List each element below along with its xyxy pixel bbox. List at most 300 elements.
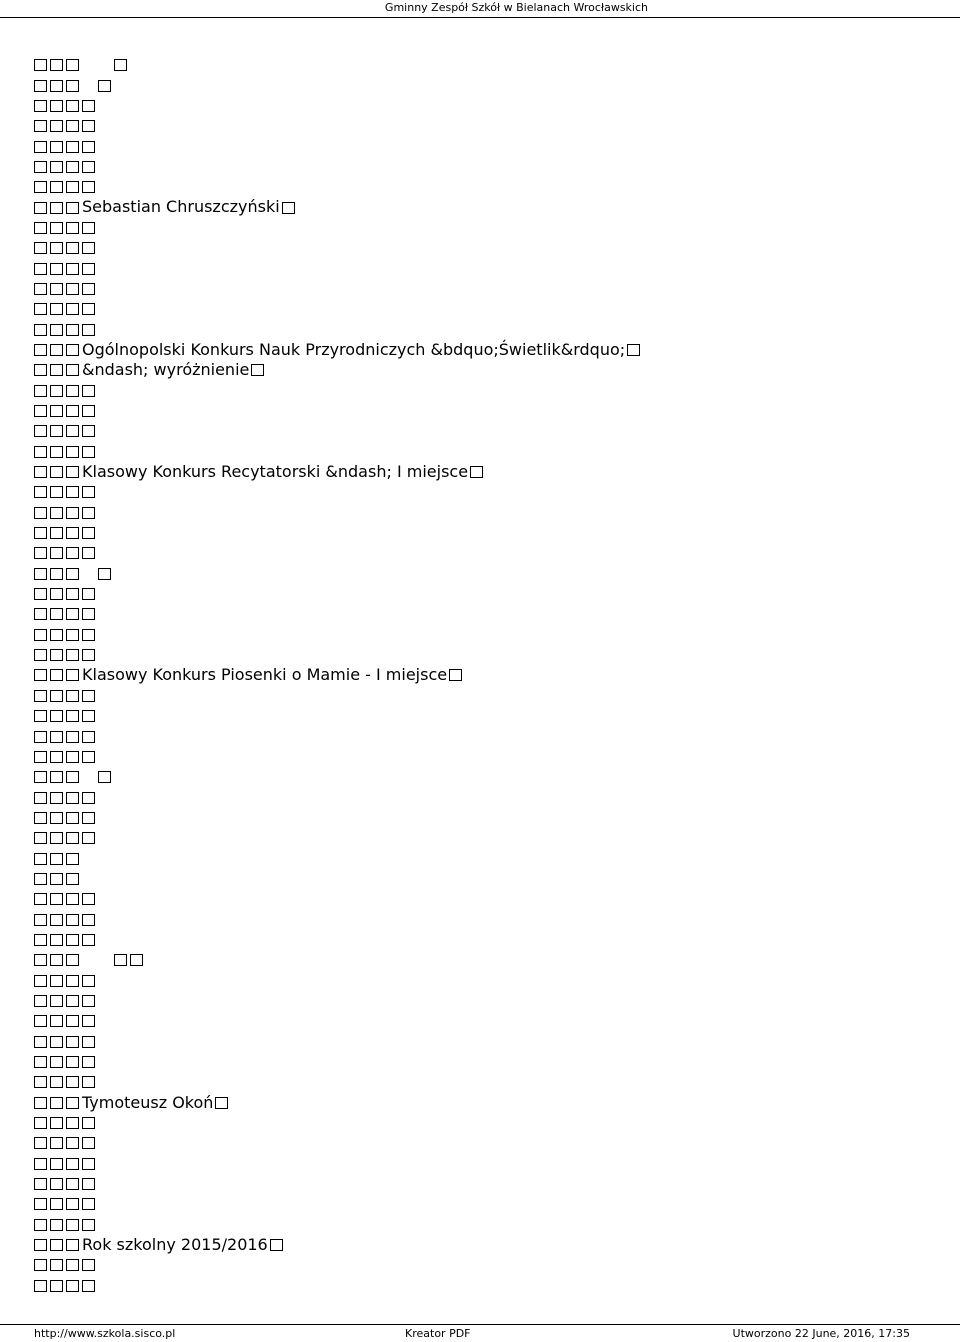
missing-glyph-icon [82, 527, 95, 539]
missing-glyph-icon [34, 425, 47, 437]
missing-glyph-icon [34, 120, 47, 132]
missing-glyph-icon [82, 1219, 95, 1231]
missing-glyph-icon [66, 751, 79, 763]
missing-glyph-icon [34, 812, 47, 824]
missing-glyph-icon [66, 1158, 79, 1170]
missing-glyph-icon [50, 263, 63, 275]
missing-glyph-icon [215, 1097, 228, 1109]
missing-glyph-icon [50, 344, 63, 356]
glyph-line [34, 482, 934, 502]
missing-glyph-icon [34, 1198, 47, 1210]
missing-glyph-icon [34, 934, 47, 946]
missing-glyph-icon [50, 710, 63, 722]
missing-glyph-icon [34, 690, 47, 702]
missing-glyph-icon [50, 731, 63, 743]
missing-glyph-icon [66, 1239, 79, 1251]
missing-glyph-icon [66, 283, 79, 295]
missing-glyph-icon [50, 141, 63, 153]
missing-glyph-icon [114, 59, 127, 71]
missing-glyph-icon [50, 853, 63, 865]
missing-glyph-icon [34, 263, 47, 275]
missing-glyph-icon [66, 303, 79, 315]
missing-glyph-icon [50, 751, 63, 763]
missing-glyph-icon [50, 914, 63, 926]
missing-glyph-icon [82, 1117, 95, 1129]
missing-glyph-icon [66, 1259, 79, 1271]
glyph-line [34, 869, 934, 889]
missing-glyph-icon [50, 385, 63, 397]
missing-glyph-icon [50, 1239, 63, 1251]
missing-glyph-icon [627, 344, 640, 356]
missing-glyph-icon [34, 893, 47, 905]
missing-glyph-icon [66, 1280, 79, 1292]
glyph-line [34, 543, 934, 563]
missing-glyph-icon [34, 547, 47, 559]
missing-glyph-icon [34, 588, 47, 600]
missing-glyph-icon [82, 120, 95, 132]
missing-glyph-icon [50, 364, 63, 376]
missing-glyph-icon [66, 80, 79, 92]
missing-glyph-icon [130, 954, 143, 966]
document-body [34, 55, 934, 1296]
missing-glyph-icon [50, 1178, 63, 1190]
missing-glyph-icon [66, 486, 79, 498]
missing-glyph-icon [50, 80, 63, 92]
missing-glyph-icon [50, 954, 63, 966]
missing-glyph-icon [82, 731, 95, 743]
missing-glyph-icon [82, 832, 95, 844]
missing-glyph-icon [66, 527, 79, 539]
missing-glyph-icon [82, 975, 95, 987]
missing-glyph-icon [34, 405, 47, 417]
missing-glyph-icon [98, 568, 111, 580]
glyph-line [34, 319, 934, 339]
missing-glyph-icon [82, 283, 95, 295]
missing-glyph-icon [82, 588, 95, 600]
missing-glyph-icon [34, 853, 47, 865]
missing-glyph-icon [50, 486, 63, 498]
missing-glyph-icon [66, 161, 79, 173]
missing-glyph-icon [66, 202, 79, 214]
missing-glyph-icon [66, 324, 79, 336]
glyph-line [34, 1255, 934, 1275]
glyph-line [34, 686, 934, 706]
glyph-line [34, 625, 934, 645]
glyph-line [34, 970, 934, 990]
missing-glyph-icon [82, 1137, 95, 1149]
missing-glyph-icon [50, 1097, 63, 1109]
missing-glyph-icon [82, 914, 95, 926]
glyph-line [34, 808, 934, 828]
missing-glyph-icon [66, 1219, 79, 1231]
text-line [34, 1235, 934, 1255]
missing-glyph-icon [34, 141, 47, 153]
missing-glyph-icon [66, 690, 79, 702]
missing-glyph-icon [34, 385, 47, 397]
glyph-line [34, 381, 934, 401]
text-line [34, 360, 934, 380]
glyph-line [34, 604, 934, 624]
missing-glyph-icon [66, 792, 79, 804]
missing-glyph-icon [34, 792, 47, 804]
missing-glyph-icon [34, 486, 47, 498]
text-line [34, 462, 934, 482]
missing-glyph-icon [50, 161, 63, 173]
glyph-line [34, 1154, 934, 1174]
missing-glyph-icon [66, 893, 79, 905]
missing-glyph-icon [34, 303, 47, 315]
missing-glyph-icon [449, 669, 462, 681]
glyph-line [34, 258, 934, 278]
missing-glyph-icon [34, 1015, 47, 1027]
missing-glyph-icon [66, 731, 79, 743]
glyph-line [34, 136, 934, 156]
missing-glyph-icon [50, 1137, 63, 1149]
glyph-line [34, 767, 934, 787]
missing-glyph-icon [34, 751, 47, 763]
missing-glyph-icon [66, 242, 79, 254]
text-line [34, 340, 934, 360]
missing-glyph-icon [82, 324, 95, 336]
missing-glyph-icon [50, 527, 63, 539]
glyph-line [34, 726, 934, 746]
school-name: Gminny Zespół Szkół w Bielanach Wrocławskich [384, 1, 648, 14]
missing-glyph-icon [34, 1219, 47, 1231]
missing-glyph-icon [66, 853, 79, 865]
glyph-line [34, 238, 934, 258]
missing-glyph-icon [50, 303, 63, 315]
glyph-line [34, 930, 934, 950]
missing-glyph-icon [66, 608, 79, 620]
missing-glyph-icon [66, 954, 79, 966]
missing-glyph-icon [34, 710, 47, 722]
missing-glyph-icon [82, 263, 95, 275]
missing-glyph-icon [34, 202, 47, 214]
missing-glyph-icon [98, 771, 111, 783]
missing-glyph-icon [50, 202, 63, 214]
missing-glyph-icon [282, 202, 295, 214]
missing-glyph-icon [82, 222, 95, 234]
glyph-line [34, 909, 934, 929]
missing-glyph-icon [34, 914, 47, 926]
missing-glyph-icon [50, 792, 63, 804]
missing-glyph-icon [82, 690, 95, 702]
missing-glyph-icon [66, 1076, 79, 1088]
missing-glyph-icon [82, 242, 95, 254]
missing-glyph-icon [66, 1178, 79, 1190]
footer-url: http://www.szkola.sisco.pl [34, 1327, 176, 1340]
missing-glyph-icon [270, 1239, 283, 1251]
glyph-line [34, 503, 934, 523]
missing-glyph-icon [50, 588, 63, 600]
missing-glyph-icon [66, 59, 79, 71]
missing-glyph-icon [82, 385, 95, 397]
missing-glyph-icon [66, 547, 79, 559]
glyph-line [34, 523, 934, 543]
glyph-line [34, 706, 934, 726]
missing-glyph-icon [66, 568, 79, 580]
missing-glyph-icon [50, 242, 63, 254]
missing-glyph-icon [34, 629, 47, 641]
missing-glyph-icon [50, 873, 63, 885]
glyph-line [34, 1174, 934, 1194]
missing-glyph-icon [34, 161, 47, 173]
missing-glyph-icon [82, 1036, 95, 1048]
line-text: &ndash; wyróżnienie [82, 360, 250, 380]
missing-glyph-icon [98, 80, 111, 92]
missing-glyph-icon [50, 1259, 63, 1271]
glyph-line [34, 1072, 934, 1092]
glyph-line [34, 848, 934, 868]
missing-glyph-icon [82, 608, 95, 620]
missing-glyph-icon [50, 222, 63, 234]
line-text: Ogólnopolski Konkurs Nauk Przyrodniczych &bdquo;Świetlik&rdquo; [82, 339, 626, 359]
missing-glyph-icon [66, 812, 79, 824]
glyph-line [34, 1194, 934, 1214]
missing-glyph-icon [66, 995, 79, 1007]
missing-glyph-icon [82, 100, 95, 112]
missing-glyph-icon [66, 425, 79, 437]
missing-glyph-icon [50, 283, 63, 295]
glyph-line [34, 157, 934, 177]
missing-glyph-icon [34, 222, 47, 234]
missing-glyph-icon [82, 629, 95, 641]
missing-glyph-icon [82, 934, 95, 946]
missing-glyph-icon [82, 486, 95, 498]
page-header [0, 0, 960, 18]
missing-glyph-icon [66, 649, 79, 661]
missing-glyph-icon [66, 1137, 79, 1149]
missing-glyph-icon [34, 731, 47, 743]
glyph-line [34, 747, 934, 767]
missing-glyph-icon [34, 527, 47, 539]
missing-glyph-icon [66, 364, 79, 376]
glyph-line [34, 1011, 934, 1031]
missing-glyph-icon [66, 771, 79, 783]
missing-glyph-icon [66, 629, 79, 641]
missing-glyph-icon [34, 669, 47, 681]
line-text: Klasowy Konkurs Piosenki o Mamie - I miejsce [82, 665, 448, 685]
missing-glyph-icon [50, 995, 63, 1007]
missing-glyph-icon [50, 629, 63, 641]
missing-glyph-icon [66, 263, 79, 275]
missing-glyph-icon [66, 1097, 79, 1109]
missing-glyph-icon [34, 995, 47, 1007]
missing-glyph-icon [34, 1280, 47, 1292]
missing-glyph-icon [114, 954, 127, 966]
missing-glyph-icon [66, 1198, 79, 1210]
missing-glyph-icon [66, 1056, 79, 1068]
missing-glyph-icon [66, 120, 79, 132]
missing-glyph-icon [82, 547, 95, 559]
text-line [34, 665, 934, 685]
missing-glyph-icon [34, 975, 47, 987]
glyph-line [34, 564, 934, 584]
missing-glyph-icon [50, 649, 63, 661]
missing-glyph-icon [66, 222, 79, 234]
missing-glyph-icon [82, 1158, 95, 1170]
missing-glyph-icon [50, 1219, 63, 1231]
missing-glyph-icon [34, 1036, 47, 1048]
missing-glyph-icon [34, 446, 47, 458]
missing-glyph-icon [82, 1198, 95, 1210]
missing-glyph-icon [50, 1280, 63, 1292]
missing-glyph-icon [34, 1097, 47, 1109]
glyph-line [34, 96, 934, 116]
missing-glyph-icon [50, 934, 63, 946]
missing-glyph-icon [82, 446, 95, 458]
footer-created-date: Utworzono 22 June, 2016, 17:35 [732, 1327, 910, 1340]
missing-glyph-icon [50, 405, 63, 417]
missing-glyph-icon [82, 1178, 95, 1190]
missing-glyph-icon [50, 1076, 63, 1088]
glyph-line [34, 218, 934, 238]
missing-glyph-icon [34, 59, 47, 71]
missing-glyph-icon [34, 283, 47, 295]
missing-glyph-icon [34, 364, 47, 376]
missing-glyph-icon [34, 100, 47, 112]
glyph-line [34, 401, 934, 421]
glyph-line [34, 1133, 934, 1153]
missing-glyph-icon [66, 1015, 79, 1027]
missing-glyph-icon [34, 344, 47, 356]
missing-glyph-icon [50, 1198, 63, 1210]
glyph-line [34, 1276, 934, 1296]
missing-glyph-icon [34, 954, 47, 966]
missing-glyph-icon [50, 771, 63, 783]
missing-glyph-icon [34, 1137, 47, 1149]
missing-glyph-icon [34, 1076, 47, 1088]
missing-glyph-icon [66, 1117, 79, 1129]
missing-glyph-icon [34, 80, 47, 92]
missing-glyph-icon [66, 446, 79, 458]
glyph-line [34, 1052, 934, 1072]
missing-glyph-icon [82, 710, 95, 722]
missing-glyph-icon [66, 466, 79, 478]
glyph-line [34, 442, 934, 462]
missing-glyph-icon [50, 893, 63, 905]
text-line [34, 1093, 934, 1113]
missing-glyph-icon [82, 507, 95, 519]
missing-glyph-icon [66, 405, 79, 417]
missing-glyph-icon [34, 1178, 47, 1190]
glyph-line [34, 299, 934, 319]
missing-glyph-icon [50, 1056, 63, 1068]
missing-glyph-icon [50, 547, 63, 559]
missing-glyph-icon [82, 425, 95, 437]
missing-glyph-icon [34, 1117, 47, 1129]
glyph-line [34, 1215, 934, 1235]
missing-glyph-icon [66, 669, 79, 681]
missing-glyph-icon [82, 893, 95, 905]
missing-glyph-icon [50, 1015, 63, 1027]
glyph-line [34, 279, 934, 299]
missing-glyph-icon [50, 446, 63, 458]
missing-glyph-icon [82, 161, 95, 173]
missing-glyph-icon [82, 303, 95, 315]
glyph-line [34, 75, 934, 95]
missing-glyph-icon [66, 181, 79, 193]
missing-glyph-icon [50, 812, 63, 824]
missing-glyph-icon [82, 141, 95, 153]
missing-glyph-icon [50, 324, 63, 336]
missing-glyph-icon [50, 1117, 63, 1129]
missing-glyph-icon [50, 100, 63, 112]
glyph-line [34, 950, 934, 970]
glyph-line [34, 787, 934, 807]
missing-glyph-icon [50, 1036, 63, 1048]
line-text: Sebastian Chruszczyński [82, 197, 280, 217]
missing-glyph-icon [82, 751, 95, 763]
page-footer [0, 1324, 960, 1341]
line-text: Klasowy Konkurs Recytatorski &ndash; I miejsce [82, 461, 469, 481]
missing-glyph-icon [82, 1259, 95, 1271]
missing-glyph-icon [82, 995, 95, 1007]
glyph-line [34, 889, 934, 909]
missing-glyph-icon [82, 1056, 95, 1068]
missing-glyph-icon [50, 59, 63, 71]
missing-glyph-icon [50, 690, 63, 702]
missing-glyph-icon [50, 832, 63, 844]
missing-glyph-icon [34, 466, 47, 478]
missing-glyph-icon [50, 120, 63, 132]
missing-glyph-icon [66, 975, 79, 987]
missing-glyph-icon [82, 1076, 95, 1088]
missing-glyph-icon [66, 344, 79, 356]
missing-glyph-icon [66, 588, 79, 600]
missing-glyph-icon [34, 1259, 47, 1271]
missing-glyph-icon [34, 832, 47, 844]
line-text: Rok szkolny 2015/2016 [82, 1234, 268, 1254]
missing-glyph-icon [34, 873, 47, 885]
missing-glyph-icon [66, 1036, 79, 1048]
missing-glyph-icon [251, 364, 264, 376]
glyph-line [34, 177, 934, 197]
missing-glyph-icon [50, 608, 63, 620]
missing-glyph-icon [34, 181, 47, 193]
missing-glyph-icon [50, 507, 63, 519]
text-line [34, 197, 934, 217]
missing-glyph-icon [50, 1158, 63, 1170]
glyph-line [34, 116, 934, 136]
missing-glyph-icon [470, 466, 483, 478]
glyph-line [34, 991, 934, 1011]
missing-glyph-icon [34, 1056, 47, 1068]
glyph-line [34, 1032, 934, 1052]
missing-glyph-icon [34, 324, 47, 336]
glyph-line [34, 1113, 934, 1133]
missing-glyph-icon [34, 242, 47, 254]
missing-glyph-icon [34, 1239, 47, 1251]
missing-glyph-icon [34, 507, 47, 519]
missing-glyph-icon [34, 608, 47, 620]
missing-glyph-icon [34, 568, 47, 580]
missing-glyph-icon [82, 1015, 95, 1027]
missing-glyph-icon [66, 832, 79, 844]
glyph-line [34, 584, 934, 604]
glyph-line [34, 421, 934, 441]
missing-glyph-icon [66, 100, 79, 112]
missing-glyph-icon [82, 1280, 95, 1292]
missing-glyph-icon [66, 873, 79, 885]
missing-glyph-icon [50, 425, 63, 437]
missing-glyph-icon [82, 812, 95, 824]
missing-glyph-icon [34, 649, 47, 661]
glyph-line [34, 828, 934, 848]
missing-glyph-icon [66, 710, 79, 722]
missing-glyph-icon [50, 568, 63, 580]
footer-generator: Kreator PDF [405, 1327, 471, 1340]
